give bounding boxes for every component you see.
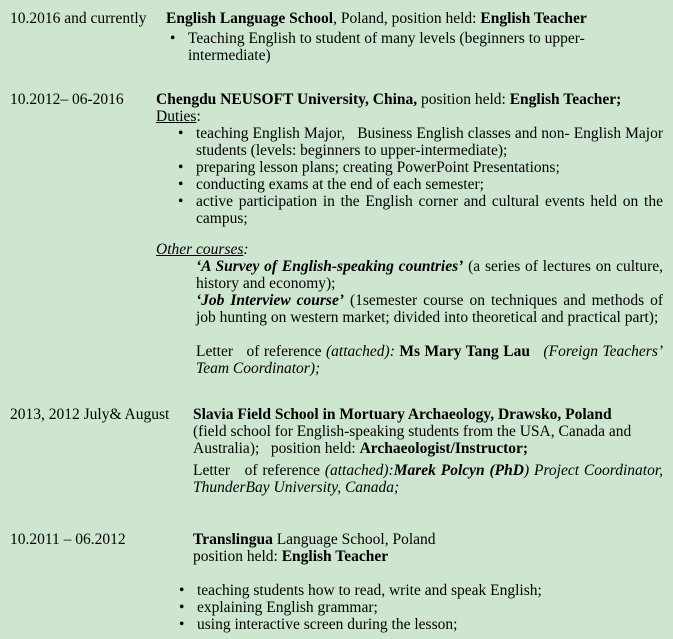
experience-entry-english-language-school — [10, 10, 663, 64]
organization-name: Slavia Field School in Mortuary Archaeology, Drawsko, Poland — [193, 406, 612, 423]
position-line — [193, 548, 663, 565]
duty-item: • preparing lesson plans; creating PowerPoint Presentations; — [196, 159, 663, 176]
course-description: (a series of lectures on culture, history and economy); — [196, 258, 663, 292]
heading-middle-text: position held: — [417, 91, 510, 108]
other-courses-label: Other courses — [156, 241, 244, 258]
position-title: English Teacher — [281, 548, 389, 565]
experience-entry-slavia-field-school — [10, 406, 663, 496]
duty-item: • active participation in the English corner and cultural events held on the campus; — [196, 193, 663, 227]
reference-name: Marek Polcyn (PhD — [393, 462, 524, 479]
duty-item: • explaining English grammar; — [197, 599, 663, 616]
duty-list — [166, 30, 663, 64]
duties-heading — [156, 108, 663, 125]
entry-heading — [156, 91, 663, 108]
duty-list — [193, 582, 663, 633]
organization-rest: Language School, Poland — [272, 531, 436, 548]
entry-heading — [193, 531, 663, 548]
reference-lead: Letter of reference — [193, 462, 325, 479]
position-title: English Teacher — [480, 10, 587, 27]
position-title: Archaeologist/Instructor; — [359, 440, 529, 457]
reference-lead: Letter of reference — [196, 343, 326, 360]
other-courses-colon: : — [243, 241, 249, 258]
reference-attached-note: (attached): — [324, 462, 394, 479]
position-title: English Teacher; — [509, 91, 622, 108]
course-item — [196, 258, 663, 292]
entry-content — [156, 91, 663, 377]
organization-name: Chengdu NEUSOFT University, China, — [156, 91, 418, 108]
duty-item: • teaching English Major, Business English classes and non- English Major students (levels: beginners to upper-intermediate); — [196, 125, 663, 159]
entry-content — [193, 406, 663, 496]
entry-date: 2013, 2012 July& August — [10, 406, 170, 423]
course-title: ‘Job Interview course’ — [196, 292, 344, 309]
reference-role: Project Coordinator, ThunderBay University, Canada; — [193, 462, 664, 496]
entry-date: 10.2016 and currently — [10, 10, 147, 27]
entry-content — [166, 10, 663, 64]
experience-entry-chengdu-neusoft — [10, 91, 663, 377]
duty-item: • conducting exams at the end of each semester; — [196, 176, 663, 193]
entry-description — [193, 423, 663, 457]
course-item — [196, 292, 663, 326]
reference-line — [193, 462, 663, 496]
heading-middle-text: , Poland, position held: — [333, 10, 481, 27]
duty-item: • Teaching English to student of many levels (beginners to upper-intermediate) — [188, 30, 640, 64]
reference-name-close: ) — [523, 462, 534, 479]
cv-experience-document — [10, 10, 663, 633]
reference-role: (Foreign Teachers’ Team Coordinator); — [196, 343, 664, 377]
other-courses-heading — [156, 241, 663, 258]
duty-list — [156, 125, 663, 227]
course-title: ‘A Survey of English-speaking countries’ — [196, 258, 464, 275]
duties-colon: : — [196, 108, 201, 125]
entry-heading — [193, 406, 663, 423]
position-label: position held: — [193, 548, 282, 565]
reference-line — [196, 343, 663, 377]
experience-entry-translingua — [10, 531, 663, 633]
duties-label: Duties — [156, 108, 197, 125]
reference-name: Ms Mary Tang Lau — [399, 343, 530, 360]
description-text: (field school for English-speaking students from the USA, Canada and Australia); position held: — [193, 423, 632, 457]
course-description: (1semester course on techniques and methods of job hunting on western market; divided into theoretical and practical part); — [196, 292, 663, 326]
duty-item: • teaching students how to read, write and speak English; — [197, 582, 663, 599]
entry-heading — [166, 10, 663, 27]
entry-date: 10.2012– 06-2016 — [10, 91, 124, 108]
entry-content — [193, 531, 663, 633]
entry-date: 10.2011 – 06.2012 — [10, 531, 126, 548]
organization-name: Translingua — [193, 531, 273, 548]
duty-item: • using interactive screen during the lesson; — [197, 616, 663, 633]
reference-attached-note: (attached): — [326, 343, 400, 360]
organization-name: English Language School — [166, 10, 334, 27]
